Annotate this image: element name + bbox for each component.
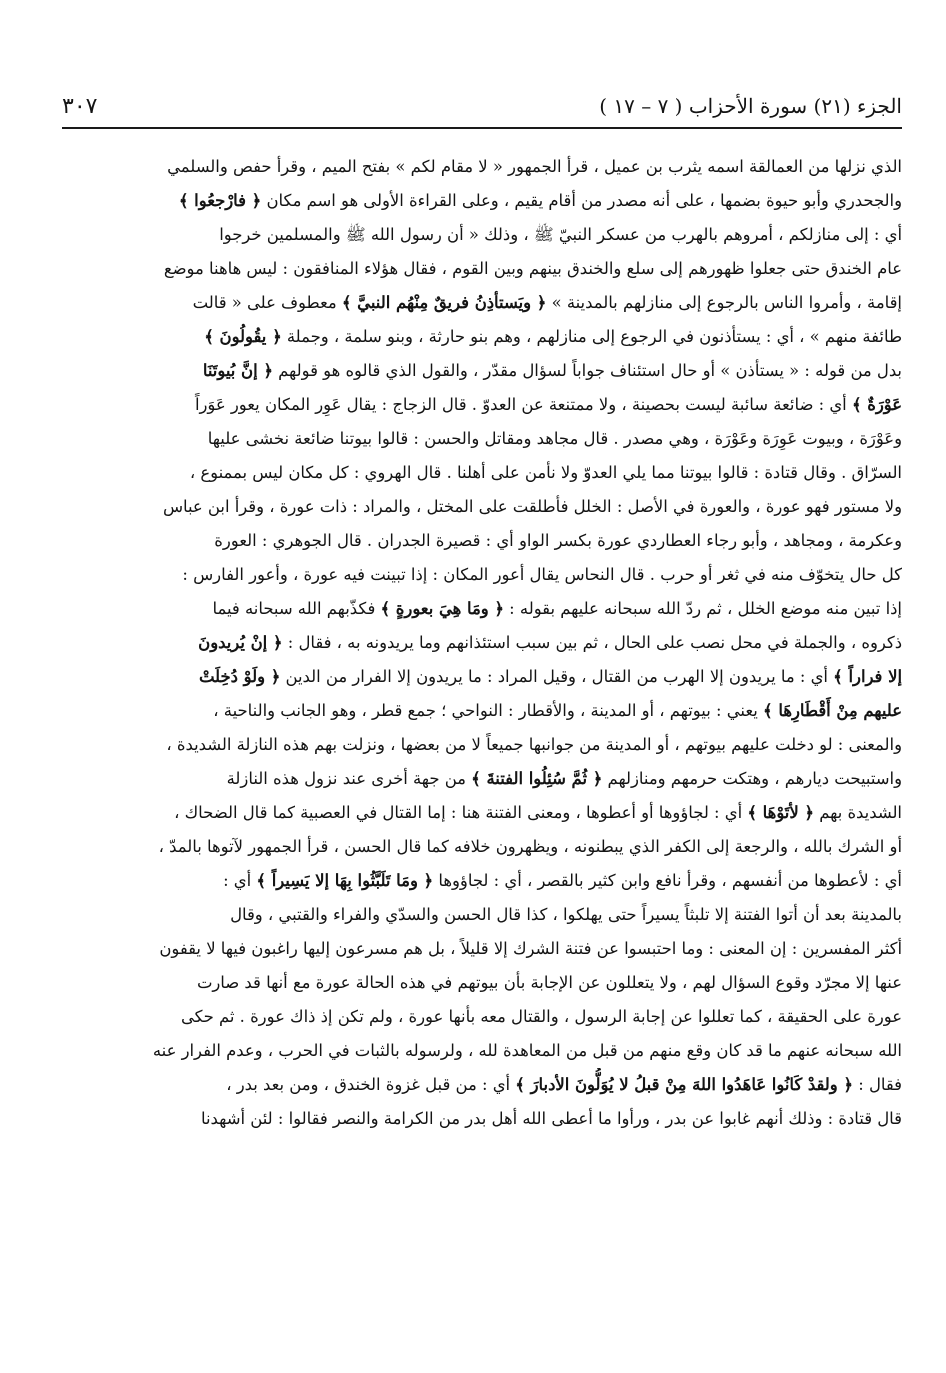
commentary-segment: السرّاق . وقال قتادة : قالوا بيوتنا مما يلي العدوّ ولا نأمن على أهلنا . قال الهروي : كل مكان ليس بممنوع ،: [189, 463, 902, 482]
commentary-segment: معطوف على « قالت: [192, 293, 342, 312]
text-line: [62, 864, 902, 898]
commentary-segment: ذكروه ، والجملة في محل نصب على الحال ، ثم بين سبب استئذانهم وما يريدونه به ، فقال :: [282, 633, 902, 652]
text-line: [62, 592, 902, 626]
commentary-segment: الذي نزلها من العمالقة اسمه يثرب بن عميل ، قرأ الجمهور « لا مقام لكم » بفتح الميم ، وقرأ حفص والسلمي: [167, 157, 902, 176]
text-line: [62, 320, 902, 354]
quran-verse: ﴿ ثُمَّ سُئِلُوا الفتنةَ ﴾: [471, 769, 603, 788]
text-line: [62, 558, 902, 592]
text-line: [62, 150, 902, 184]
running-title: الجزء (٢١) سورة الأحزاب ( ٧ – ١٧ ): [599, 94, 902, 118]
commentary-segment: كل حال يتخوّف منه في ثغر أو حرب . قال النحاس يقال أعور المكان : إذا تبينت فيه عورة ، وأعور الفارس :: [182, 565, 902, 584]
commentary-segment: أي : ضائعة سائبة ليست بحصينة ، ولا ممتنعة عن العدوّ . قال الزجاج : يقال عَوِر المكان يعور عَوَراً: [194, 395, 852, 414]
commentary-segment: الشديدة بهم: [814, 803, 902, 822]
text-line: [62, 1034, 902, 1068]
text-line: [62, 1068, 902, 1102]
text-line: [62, 966, 902, 1000]
text-line: [62, 218, 902, 252]
text-line: [62, 1000, 902, 1034]
commentary-segment: أي : من قبل غزوة الخندق ، ومن بعد بدر ،: [226, 1075, 516, 1094]
commentary-segment: أي : لأعطوها من أنفسهم ، وقرأ نافع وابن كثير بالقصر ، أي : لجاؤوها: [433, 871, 902, 890]
text-line: [62, 456, 902, 490]
text-line: [62, 898, 902, 932]
commentary-segment: أي : ما يريدون إلا الهرب من القتال ، وقيل المراد : ما يريدون إلا الفرار من الدين: [280, 667, 834, 686]
commentary-segment: بدل من قوله : « يستأذن » أو حال استئناف جواباً لسؤال مقدّر ، والقول الذي قالوه هو قولهم: [272, 361, 902, 380]
commentary-segment: أكثر المفسرين : إن المعنى : وما احتبسوا عن فتنة الشرك إلا قليلاً ، بل هم مسرعون إليها راغبون فيها لا يقفون: [159, 939, 902, 958]
quran-verse: ﴿ ومَا تَلَبَّثُوا بِهَا إلا يَسِيراً ﴾: [256, 871, 434, 890]
quran-verse: ﴿ فارْجعُوا ﴾: [178, 191, 262, 210]
commentary-segment: والمعنى : لو دخلت عليهم بيوتهم ، أو المدينة من جوانبها جميعاً لا من بعضها ، ونزلت بهم هذه النازلة الشديدة ،: [166, 735, 902, 754]
quran-verse: ﴿ يقُولُونَ ﴾: [204, 327, 282, 346]
text-line: [62, 796, 902, 830]
text-line: [62, 354, 902, 388]
quran-verse: ﴿ ولقدْ كَانُوا عَاهَدُوا اللهَ مِنْ قبلُ لا يُوَلُّونَ الأدبارَ ﴾: [515, 1075, 854, 1094]
text-line: [62, 524, 902, 558]
commentary-text: [62, 150, 902, 1136]
commentary-segment: بالمدينة بعد أن أتوا الفتنة إلا تلبثاً يسيراً حتى يهلكوا ، كذا قال الحسن والسدّي والفراء والقتبي ، وقال: [230, 905, 902, 924]
commentary-segment: عنها إلا مجرّد وقوع السؤال لهم ، ولا يتعللون عن الإجابة بأن بيوتهم في هذه الحالة عورة مع أنها قد صارت: [196, 973, 902, 992]
quran-verse: إلا فراراً ﴾: [833, 667, 902, 686]
commentary-segment: فقال :: [853, 1075, 902, 1094]
quran-verse: ﴿ ولَوْ دُخِلَتْ: [198, 667, 281, 686]
quran-verse: ﴿ ومَا هِيَ بعورةٍ ﴾: [380, 599, 504, 618]
commentary-segment: إذا تبين منه موضع الخلل ، ثم ردّ الله سبحانه عليهم بقوله :: [503, 599, 902, 618]
commentary-segment: عام الخندق حتى جعلوا ظهورهم إلى سلع والخندق بينهم وبين القوم ، فقال هؤلاء المنافقون : ليس هاهنا موضع: [163, 259, 902, 278]
commentary-segment: ولا مستور فهو عورة ، والعورة في الأصل : الخلل فأطلقت على المختل ، والمراد : ذات عورة ، وقرأ ابن عباس: [162, 497, 902, 516]
commentary-segment: واستبيحت ديارهم ، وهتكت حرمهم ومنازلهم: [602, 769, 902, 788]
commentary-segment: وعكرمة ، ومجاهد ، وأبو رجاء العطاردي عورة بكسر الواو أي : قصيرة الجدران . قال الجوهري : العورة: [214, 531, 902, 550]
commentary-segment: أي :: [223, 871, 257, 890]
text-line: [62, 286, 902, 320]
quran-verse: ﴿ ويَستأذِنُ فريقٌ مِنْهُم النبيَّ ﴾: [341, 293, 547, 312]
quran-verse: ﴿ لأتَوْهَا ﴾: [747, 803, 815, 822]
commentary-segment: فكذّبهم الله سبحانه فيما: [212, 599, 381, 618]
text-line: [62, 694, 902, 728]
commentary-segment: من جهة أخرى عند نزول هذه النازلة: [226, 769, 472, 788]
text-line: [62, 1102, 902, 1136]
text-line: [62, 762, 902, 796]
commentary-segment: عورة على الحقيقة ، كما تعللوا عن إجابة الرسول ، والقتال معه بأنها عورة ، ولم تكن إذ ذاك عورة . ثم حكى: [180, 1007, 902, 1026]
text-line: [62, 184, 902, 218]
commentary-segment: طائفة منهم » ، أي : يستأذنون في الرجوع إلى منازلهم ، وهم بنو حارثة ، وبنو سلمة ، وجملة: [281, 327, 902, 346]
text-line: [62, 660, 902, 694]
page-number: ٣٠٧: [62, 94, 98, 119]
commentary-segment: والجحدري وأبو حيوة بضمها ، على أنه مصدر من أقام يقيم ، وعلى القراءة الأولى هو اسم مكان: [261, 191, 902, 210]
quran-verse: ﴿ إنْ يُريدونَ: [198, 633, 283, 652]
text-line: [62, 626, 902, 660]
text-line: [62, 932, 902, 966]
quran-verse: عَوْرَةٌ ﴾: [851, 395, 902, 414]
commentary-segment: أي : إلى منازلكم ، أمروهم بالهرب من عسكر النبيّ ﷺ ، وذلك « أن رسول الله ﷺ والمسلمين خرجوا: [219, 225, 902, 244]
commentary-segment: قال قتادة : وذلك أنهم غابوا عن بدر ، ورأوا ما أعطى الله أهل بدر من الكرامة والنصر فقالوا : لئن أشهدنا: [201, 1109, 902, 1128]
commentary-segment: يعني : بيوتهم ، أو المدينة ، والأقطار : النواحي ؛ جمع قطر ، وهو الجانب والناحية ،: [213, 701, 764, 720]
text-line: [62, 830, 902, 864]
header-rule: [62, 127, 902, 129]
commentary-segment: إقامة ، وأمروا الناس بالرجوع إلى منازلهم بالمدينة »: [546, 293, 902, 312]
text-line: [62, 252, 902, 286]
quran-verse: عليهم مِنْ أَقْطَارِهَا ﴾: [763, 701, 902, 720]
commentary-segment: وعَوْرَة ، وبيوت عَوِرَة وعَوْرَة ، وهي مصدر . قال مجاهد ومقاتل والحسن : قالوا بيوتنا ضائعة نخشى عليها: [207, 429, 902, 448]
commentary-segment: أو الشرك بالله ، والرجعة إلى الكفر الذي يبطنونه ، ويظهرون خلافه كما قال الحسن ، قرأ الجمهور لآتوها بالمدّ ،: [158, 837, 902, 856]
text-line: [62, 388, 902, 422]
commentary-segment: الله سبحانه عنهم ما قد كان وقع منهم من قبل من المعاهدة لله ، ولرسوله بالثبات في الحرب ، وعدم الفرار عنه: [152, 1041, 902, 1060]
quran-verse: ﴿ إنَّ بُيوتَنَا: [202, 361, 273, 380]
page-header: [62, 92, 902, 130]
text-line: [62, 422, 902, 456]
text-line: [62, 728, 902, 762]
commentary-segment: أي : لجاؤوها أو أعطوها ، ومعنى الفتنة هنا : إما القتال في العصبية كما قال الضحاك ،: [174, 803, 748, 822]
text-line: [62, 490, 902, 524]
